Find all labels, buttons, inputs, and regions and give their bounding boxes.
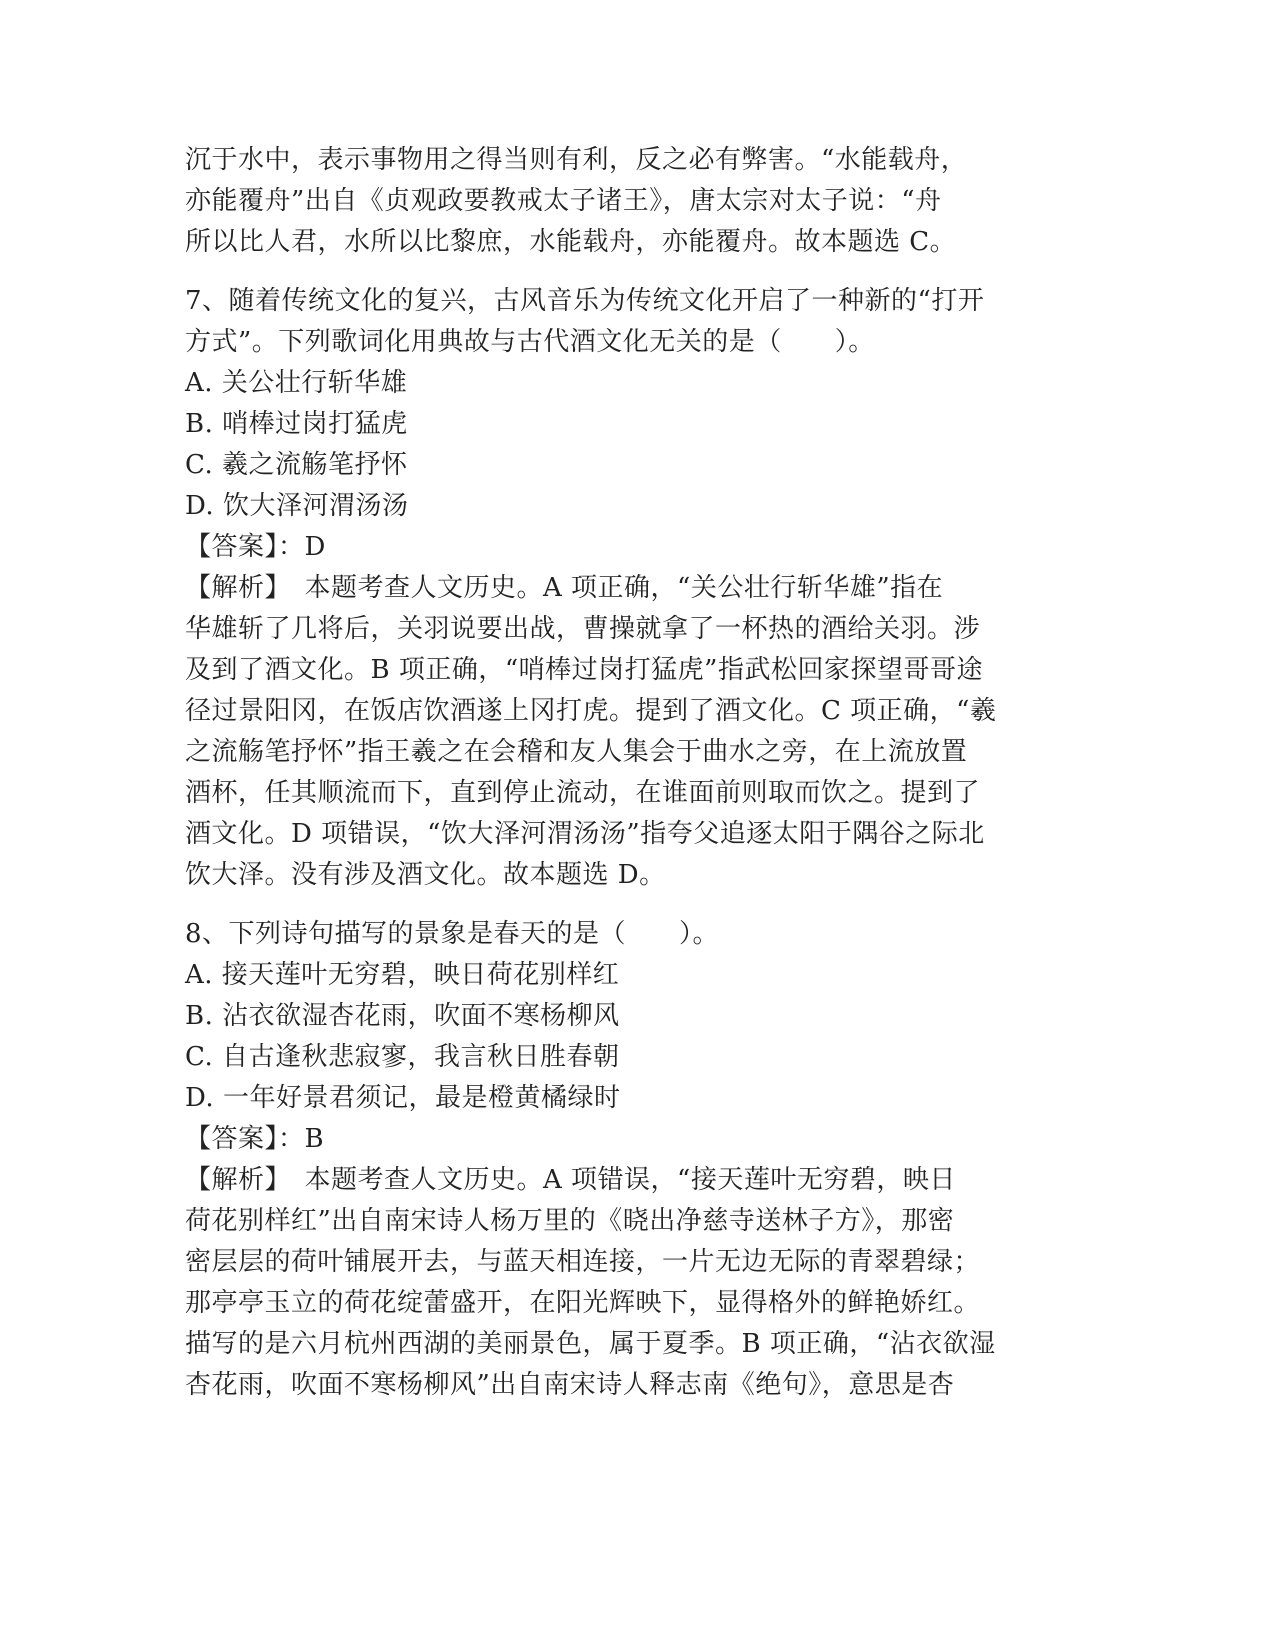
question-7 bbox=[185, 281, 1090, 896]
option-b: B. 哨棒过岗打猛虎 bbox=[185, 409, 408, 439]
option-d: D. 一年好景君须记，最是橙黄橘绿时 bbox=[185, 1083, 621, 1113]
analysis-line: 【解析】 本题考查人文历史。A 项正确，“关公壮行斩华雄”指在 bbox=[185, 573, 944, 603]
question-stem: 方式”。下列歌词化用典故与古代酒文化无关的是（ ）。 bbox=[185, 327, 875, 357]
question-stem: 7、随着传统文化的复兴，古风音乐为传统文化开启了一种新的“打开 bbox=[185, 286, 985, 316]
analysis-line: 径过景阳冈，在饭店饮酒遂上冈打虎。提到了酒文化。C 项正确，“羲 bbox=[185, 696, 997, 726]
analysis-line: 酒杯，任其顺流而下，直到停止流动，在谁面前则取而饮之。提到了 bbox=[185, 778, 981, 808]
option-d: D. 饮大泽河渭汤汤 bbox=[185, 491, 409, 521]
analysis-line: 饮大泽。没有涉及酒文化。故本题选 D。 bbox=[185, 860, 666, 890]
text-line: 沉于水中，表示事物用之得当则有利，反之必有弊害。“水能载舟， bbox=[185, 145, 968, 175]
previous-analysis-continuation bbox=[185, 140, 1090, 263]
option-c: C. 羲之流觞笔抒怀 bbox=[185, 450, 408, 480]
analysis-line: 荷花别样红”出自南宋诗人杨万里的《晓出净慈寺送林子方》，那密 bbox=[185, 1206, 955, 1236]
option-b: B. 沾衣欲湿杏花雨，吹面不寒杨柳风 bbox=[185, 1001, 620, 1031]
analysis-line: 华雄斩了几将后，关羽说要出战，曹操就拿了一杯热的酒给关羽。涉 bbox=[185, 614, 981, 644]
text-line: 所以比人君，水所以比黎庶，水能载舟，亦能覆舟。故本题选 C。 bbox=[185, 227, 957, 257]
question-8 bbox=[185, 914, 1090, 1406]
answer-line: 【答案】：D bbox=[185, 532, 326, 562]
option-a: A. 关公壮行斩华雄 bbox=[185, 368, 408, 398]
analysis-line: 【解析】 本题考查人文历史。A 项错误，“接天莲叶无穷碧，映日 bbox=[185, 1165, 956, 1195]
analysis-line: 杏花雨，吹面不寒杨柳风”出自南宋诗人释志南《绝句》，意思是杏 bbox=[185, 1370, 955, 1400]
question-stem: 8、下列诗句描写的景象是春天的是（ ）。 bbox=[185, 919, 720, 949]
option-a: A. 接天莲叶无穷碧，映日荷花别样红 bbox=[185, 960, 620, 990]
analysis-line: 之流觞笔抒怀”指王羲之在会稽和友人集会于曲水之旁，在上流放置 bbox=[185, 737, 968, 767]
analysis-line: 密层层的荷叶铺展开去，与蓝天相连接，一片无边无际的青翠碧绿； bbox=[185, 1247, 981, 1277]
analysis-line: 酒文化。D 项错误，“饮大泽河渭汤汤”指夸父追逐太阳于隅谷之际北 bbox=[185, 819, 985, 849]
page-content bbox=[185, 140, 1090, 1406]
analysis-line: 那亭亭玉立的荷花绽蕾盛开，在阳光辉映下，显得格外的鲜艳娇红。 bbox=[185, 1288, 981, 1318]
answer-line: 【答案】：B bbox=[185, 1124, 325, 1154]
option-c: C. 自古逢秋悲寂寥，我言秋日胜春朝 bbox=[185, 1042, 620, 1072]
analysis-line: 及到了酒文化。B 项正确，“哨棒过岗打猛虎”指武松回家探望哥哥途 bbox=[185, 655, 983, 685]
analysis-line: 描写的是六月杭州西湖的美丽景色，属于夏季。B 项正确，“沾衣欲湿 bbox=[185, 1329, 996, 1359]
text-line: 亦能覆舟”出自《贞观政要教戒太子诸王》，唐太宗对太子说：“舟 bbox=[185, 186, 942, 216]
